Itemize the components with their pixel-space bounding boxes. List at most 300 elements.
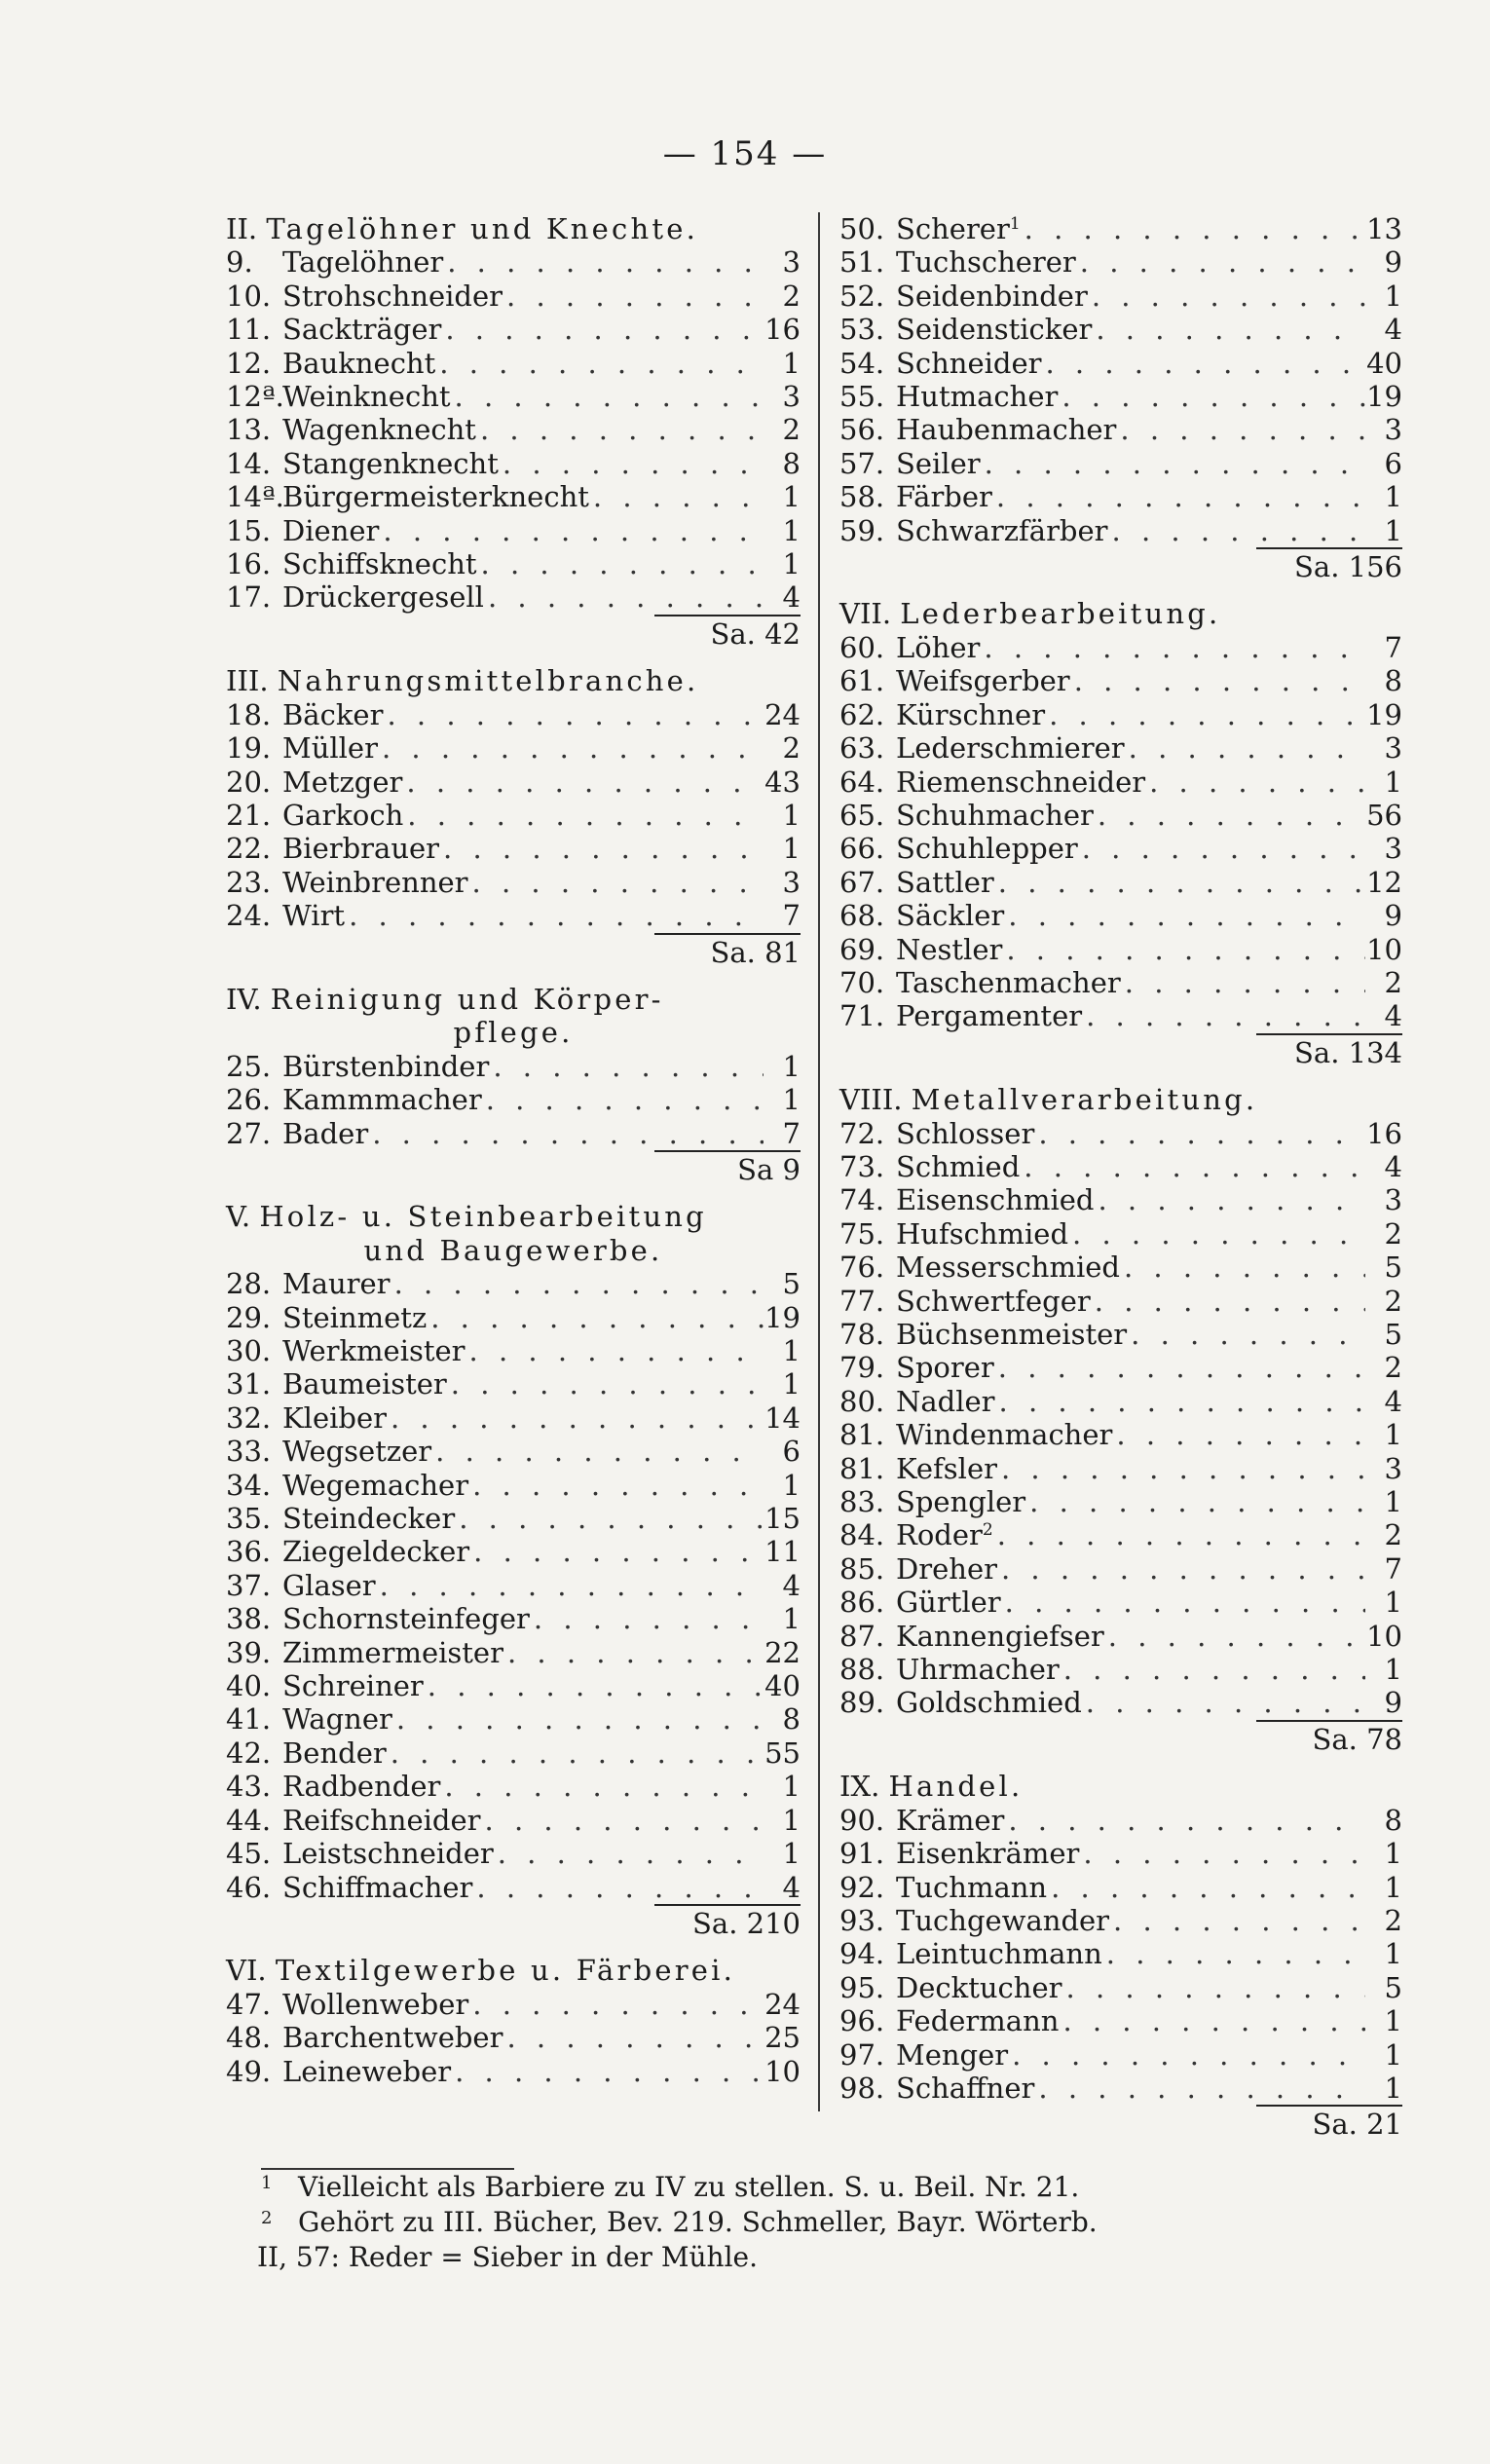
leader-dots <box>992 480 1365 513</box>
item-name <box>896 1837 1079 1870</box>
list-item <box>226 1736 801 1770</box>
list-item <box>839 2038 1402 2072</box>
item-number: 72. <box>839 1116 885 1150</box>
item-name-text: Steindecker <box>282 1502 456 1536</box>
list-item <box>226 1334 801 1367</box>
item-name <box>282 1117 368 1150</box>
leader-dots <box>383 698 764 731</box>
item-number: 97. <box>839 2037 885 2072</box>
item-name-text: Bader <box>282 1116 369 1150</box>
item-name-text: Kleiber <box>282 1400 387 1435</box>
list-item <box>839 1452 1402 1485</box>
item-name-text: Strohschneider <box>282 279 503 313</box>
item-name <box>282 1401 387 1435</box>
item-name <box>282 899 345 932</box>
list-item <box>839 933 1402 966</box>
item-name <box>282 799 403 832</box>
item-name <box>896 1518 993 1551</box>
item-name-text: Nestler <box>896 932 1003 966</box>
item-number: 58. <box>839 480 885 514</box>
leader-dots <box>981 447 1365 480</box>
list-item <box>226 1367 801 1400</box>
item-count: 1 <box>1384 2004 1402 2038</box>
item-number: 88. <box>839 1653 885 1687</box>
list-item <box>839 1251 1402 1284</box>
item-count: 1 <box>1384 1937 1402 1971</box>
item-number: 17. <box>226 580 272 615</box>
item-name <box>896 1452 997 1485</box>
item-number: 10. <box>226 279 272 313</box>
list-item <box>226 1636 801 1669</box>
list-item <box>226 1083 801 1116</box>
item-name <box>896 2072 1034 2105</box>
leader-dots <box>1060 1653 1365 1686</box>
list-item <box>839 866 1402 899</box>
leader-dots <box>1042 347 1366 380</box>
item-count: 16 <box>1366 1116 1402 1150</box>
item-name-text: Sackträger <box>282 313 442 347</box>
footnote <box>261 2170 1430 2205</box>
list-item <box>226 866 801 899</box>
item-name-text: Weinknecht <box>282 380 451 414</box>
item-count: 5 <box>1384 1318 1402 1351</box>
item-number: 51. <box>839 245 885 280</box>
item-name-text: Wegsetzer <box>282 1435 432 1469</box>
item-count: 4 <box>782 580 801 615</box>
list-item <box>839 1183 1402 1216</box>
item-name <box>896 1351 994 1384</box>
leader-dots <box>440 1770 764 1803</box>
leader-dots <box>1088 280 1365 313</box>
item-number: 62. <box>839 697 885 731</box>
item-number: 89. <box>839 1686 885 1720</box>
leader-dots <box>494 1837 764 1870</box>
item-count: 3 <box>1384 731 1402 765</box>
list-item <box>839 1518 1402 1551</box>
list-item <box>839 1552 1402 1586</box>
item-name <box>896 1871 1047 1904</box>
item-name-text: Wirt <box>282 899 346 933</box>
item-name <box>282 1469 468 1502</box>
item-name <box>282 1988 468 2021</box>
list-item <box>839 2004 1402 2037</box>
item-name <box>896 832 1078 865</box>
item-name <box>896 1686 1082 1719</box>
item-number: 14ª. <box>226 480 284 514</box>
leader-dots <box>997 1452 1365 1485</box>
leader-dots <box>481 1804 764 1837</box>
item-count: 5 <box>782 1267 801 1301</box>
item-name <box>896 1971 1062 2004</box>
item-number: 73. <box>839 1149 885 1183</box>
item-name-text: Taschenmacher <box>896 965 1121 999</box>
item-number: 16. <box>226 547 272 581</box>
item-name-text: Bierbrauer <box>282 832 440 866</box>
item-name <box>896 1150 1020 1183</box>
item-name <box>282 1837 494 1870</box>
list-item <box>226 1301 801 1334</box>
item-name <box>282 1569 376 1602</box>
item-count: 3 <box>782 380 801 414</box>
leader-dots <box>1091 1285 1365 1318</box>
item-number: 22. <box>226 832 272 866</box>
item-count: 2 <box>782 731 801 765</box>
leader-dots <box>447 1367 764 1400</box>
item-number: 42. <box>226 1736 272 1770</box>
item-count: 1 <box>1384 1418 1402 1452</box>
item-count: 8 <box>1384 1803 1402 1837</box>
item-count: 2 <box>1384 1216 1402 1251</box>
item-count: 8 <box>1384 664 1402 698</box>
item-name <box>282 1602 530 1635</box>
list-item <box>839 966 1402 999</box>
leader-dots <box>1145 765 1365 799</box>
leader-dots <box>503 1636 764 1669</box>
item-count: 3 <box>782 245 801 280</box>
item-name <box>282 1535 469 1568</box>
item-number: 28. <box>226 1267 272 1301</box>
item-name-text: Löher <box>896 630 981 664</box>
item-name <box>896 1318 1127 1351</box>
item-number: 31. <box>226 1367 272 1401</box>
section-number: VIII. <box>839 1083 903 1117</box>
item-count: 1 <box>1384 1837 1402 1871</box>
section-title: Nahrungsmittelbranche. <box>277 664 699 698</box>
list-item <box>839 245 1402 279</box>
item-number: 36. <box>226 1535 272 1569</box>
item-name <box>896 347 1042 380</box>
list-item <box>226 1050 801 1083</box>
item-count: 2 <box>782 279 801 313</box>
section-title: Tagelöhner und Knechte. <box>266 212 698 245</box>
item-count: 6 <box>1384 446 1402 480</box>
item-name <box>896 1620 1104 1653</box>
leader-dots <box>1082 1686 1365 1719</box>
section-sum <box>839 2105 1402 2141</box>
leader-dots <box>1082 999 1365 1032</box>
footnote-extra: II, 57: Reder = Sieber in der Mühle. <box>257 2241 758 2273</box>
item-name-text: Maurer <box>282 1267 391 1301</box>
list-item <box>226 514 801 547</box>
item-name-text: Tuchscherer <box>896 245 1076 280</box>
item-name-text: Weifsgerber <box>896 664 1070 698</box>
item-name-text: Schreiner <box>282 1669 424 1703</box>
item-number: 50. <box>839 212 885 245</box>
item-name <box>282 547 477 580</box>
item-name-text: Menger <box>896 2037 1009 2072</box>
leader-dots <box>468 1469 764 1502</box>
item-count: 1 <box>1384 2037 1402 2072</box>
leader-dots <box>1127 1318 1365 1351</box>
leader-dots <box>439 832 764 865</box>
item-name-text: Schuhmacher <box>896 798 1094 832</box>
item-name <box>282 1367 447 1400</box>
item-name-text: Schmied <box>896 1149 1021 1183</box>
section-heading <box>839 1083 1402 1116</box>
leader-dots <box>468 1988 764 2021</box>
item-name-text: Goldschmied <box>896 1686 1082 1720</box>
item-name <box>896 1183 1094 1216</box>
leader-dots <box>1034 1117 1365 1150</box>
item-number: 54. <box>839 346 885 380</box>
item-name-text: Messerschmied <box>896 1251 1120 1285</box>
item-count: 1 <box>782 1837 801 1871</box>
item-name <box>896 899 1004 932</box>
list-item <box>226 245 801 279</box>
item-name <box>896 731 1125 765</box>
item-name <box>896 1653 1060 1686</box>
item-count: 43 <box>764 765 801 799</box>
list-item <box>226 280 801 313</box>
list-item <box>226 480 801 513</box>
list-item <box>839 1418 1402 1451</box>
item-name-text: Wollenweber <box>282 1987 469 2021</box>
item-name-text: Bürstenbinder <box>282 1049 490 1083</box>
leader-dots <box>1002 933 1365 966</box>
item-count: 19 <box>1366 697 1402 731</box>
item-name-text: Diener <box>282 513 380 547</box>
leader-dots <box>1109 1904 1365 1937</box>
item-name-text: Färber <box>896 480 992 514</box>
list-item <box>226 1770 801 1803</box>
list-item <box>226 799 801 832</box>
list-item <box>839 514 1402 547</box>
item-number: 59. <box>839 513 885 547</box>
item-number: 48. <box>226 2021 272 2055</box>
item-number: 87. <box>839 1619 885 1653</box>
section-number: V. <box>226 1200 251 1234</box>
item-name <box>282 832 439 865</box>
item-number: 32. <box>226 1400 272 1435</box>
item-name-text: Bäcker <box>282 697 384 731</box>
section-title: Holz- u. Steinbearbeitung <box>259 1200 707 1234</box>
item-number: 81. <box>839 1451 885 1485</box>
item-name-text: Nadler <box>896 1384 995 1418</box>
item-number: 57. <box>839 446 885 480</box>
leader-dots <box>391 1267 764 1300</box>
item-name <box>896 933 1002 966</box>
item-count: 1 <box>1384 1870 1402 1904</box>
section-number: III. <box>226 664 269 698</box>
leader-dots <box>1076 245 1365 279</box>
item-number: 44. <box>226 1803 272 1837</box>
leader-dots <box>1104 1620 1365 1653</box>
item-name <box>282 698 383 731</box>
item-name <box>896 514 1108 547</box>
item-count: 1 <box>782 1334 801 1367</box>
item-number: 13. <box>226 413 272 447</box>
item-count: 1 <box>1384 1653 1402 1687</box>
item-name <box>896 999 1082 1032</box>
leader-dots <box>468 866 764 899</box>
leader-dots <box>402 765 764 799</box>
item-name-text: Schlosser <box>896 1116 1035 1150</box>
item-name-text: Leintuchmann <box>896 1937 1102 1971</box>
list-item <box>226 380 801 413</box>
item-count: 1 <box>1384 765 1402 799</box>
item-number: 75. <box>839 1216 885 1251</box>
item-name <box>896 1285 1091 1318</box>
item-name <box>282 1736 387 1770</box>
footnote-ref: 1 <box>1009 214 1021 234</box>
list-item <box>226 2055 801 2088</box>
leader-dots <box>1120 1251 1365 1284</box>
item-name <box>282 1050 489 1083</box>
list-item <box>839 1971 1402 2004</box>
item-number: 41. <box>226 1702 272 1736</box>
item-count: 10 <box>1366 932 1402 966</box>
item-name-text: Büchsenmeister <box>896 1318 1128 1351</box>
leader-dots <box>1008 2038 1365 2072</box>
section-title-cont: pflege. <box>453 1016 574 1050</box>
list-item <box>226 313 801 346</box>
item-name <box>896 1904 1109 1937</box>
item-number: 53. <box>839 313 885 347</box>
list-item <box>839 899 1402 932</box>
section-sum-value: Sa. 78 <box>1256 1720 1402 1756</box>
item-count: 3 <box>1384 413 1402 447</box>
leader-dots <box>1102 1937 1365 1970</box>
item-count: 6 <box>782 1435 801 1469</box>
leader-dots <box>368 1117 764 1150</box>
item-count: 9 <box>1384 899 1402 933</box>
leader-dots <box>994 866 1365 899</box>
item-name-text: Leistschneider <box>282 1837 494 1871</box>
leader-dots <box>1062 1971 1365 2004</box>
item-number: 11. <box>226 313 272 347</box>
list-item <box>839 413 1402 446</box>
item-name <box>896 1217 1068 1251</box>
item-count: 2 <box>1384 965 1402 999</box>
leader-dots <box>477 547 764 580</box>
list-item <box>226 1702 801 1736</box>
list-item <box>226 580 801 614</box>
item-name <box>282 1871 472 1904</box>
list-item <box>839 1117 1402 1150</box>
item-count: 2 <box>782 413 801 447</box>
item-count: 13 <box>1366 212 1402 245</box>
section-sum-value: Sa. 134 <box>1256 1033 1402 1069</box>
item-count: 4 <box>782 1568 801 1602</box>
item-name <box>282 1334 466 1367</box>
item-number: 12. <box>226 346 272 380</box>
item-name <box>896 1485 1025 1518</box>
item-name <box>896 245 1076 279</box>
list-item <box>226 1988 801 2021</box>
list-item <box>839 1620 1402 1653</box>
list-item <box>839 1318 1402 1351</box>
item-count: 14 <box>764 1400 801 1435</box>
leader-dots <box>387 1736 764 1770</box>
list-item <box>226 1804 801 1837</box>
leader-dots <box>1125 731 1365 765</box>
item-name <box>896 413 1116 446</box>
item-name <box>896 212 1021 245</box>
item-name-text: Tagelöhner <box>282 245 444 280</box>
item-name <box>896 2038 1008 2072</box>
leader-dots <box>1059 2004 1365 2037</box>
section-number: VI. <box>226 1954 267 1988</box>
leader-dots <box>392 1702 764 1736</box>
item-count: 2 <box>1384 1284 1402 1318</box>
item-name <box>282 1636 503 1669</box>
leader-dots <box>530 1602 764 1635</box>
section-heading <box>226 983 801 1016</box>
item-count: 10 <box>764 2054 801 2088</box>
list-item <box>226 698 801 731</box>
list-item <box>839 832 1402 865</box>
item-number: 63. <box>839 731 885 765</box>
item-name <box>282 1083 482 1116</box>
section-sum <box>226 1904 801 1940</box>
leader-dots <box>1025 1485 1365 1518</box>
column-divider <box>818 212 820 2111</box>
section-number: II. <box>226 212 258 245</box>
leader-dots <box>1094 1183 1365 1216</box>
item-count: 15 <box>764 1502 801 1536</box>
item-name-text: Eisenschmied <box>896 1183 1095 1217</box>
item-number: 90. <box>839 1803 885 1837</box>
section-heading <box>226 1954 801 1987</box>
item-count: 1 <box>782 547 801 581</box>
item-name <box>282 245 443 279</box>
item-number: 98. <box>839 2071 885 2105</box>
item-number: 14. <box>226 446 272 480</box>
list-item <box>839 1217 1402 1251</box>
item-number: 37. <box>226 1568 272 1602</box>
item-name-text: Garkoch <box>282 798 404 832</box>
item-number: 79. <box>839 1351 885 1385</box>
item-number: 35. <box>226 1502 272 1536</box>
list-item <box>226 1435 801 1468</box>
item-number: 65. <box>839 798 885 832</box>
list-item <box>839 280 1402 313</box>
leader-dots <box>424 1669 764 1702</box>
item-name <box>896 1385 995 1418</box>
list-item <box>839 765 1402 799</box>
item-count: 7 <box>782 1116 801 1150</box>
item-number: 85. <box>839 1551 885 1586</box>
section-heading <box>839 597 1402 630</box>
list-item <box>839 447 1402 480</box>
item-name-text: Sporer <box>896 1351 994 1385</box>
item-number: 55. <box>839 380 885 414</box>
leader-dots <box>994 1351 1365 1384</box>
item-number: 30. <box>226 1334 272 1367</box>
item-name <box>282 2055 451 2088</box>
item-name-text: Sattler <box>896 865 994 899</box>
list-item <box>839 698 1402 731</box>
item-count: 12 <box>1366 865 1402 899</box>
item-number: 39. <box>226 1635 272 1669</box>
leader-dots <box>482 1083 764 1116</box>
section-heading <box>839 1770 1402 1803</box>
list-item <box>839 212 1402 245</box>
item-name <box>896 313 1092 346</box>
item-name <box>282 866 468 899</box>
item-name <box>896 380 1058 413</box>
item-name <box>896 447 981 480</box>
item-name-text: Glaser <box>282 1568 376 1602</box>
item-count: 40 <box>764 1669 801 1703</box>
item-count: 9 <box>1384 1686 1402 1720</box>
item-number: 40. <box>226 1669 272 1703</box>
leader-dots <box>451 2055 764 2088</box>
item-name <box>896 765 1145 799</box>
item-name <box>282 1267 391 1300</box>
item-name <box>282 2021 503 2054</box>
item-number: 27. <box>226 1116 272 1150</box>
